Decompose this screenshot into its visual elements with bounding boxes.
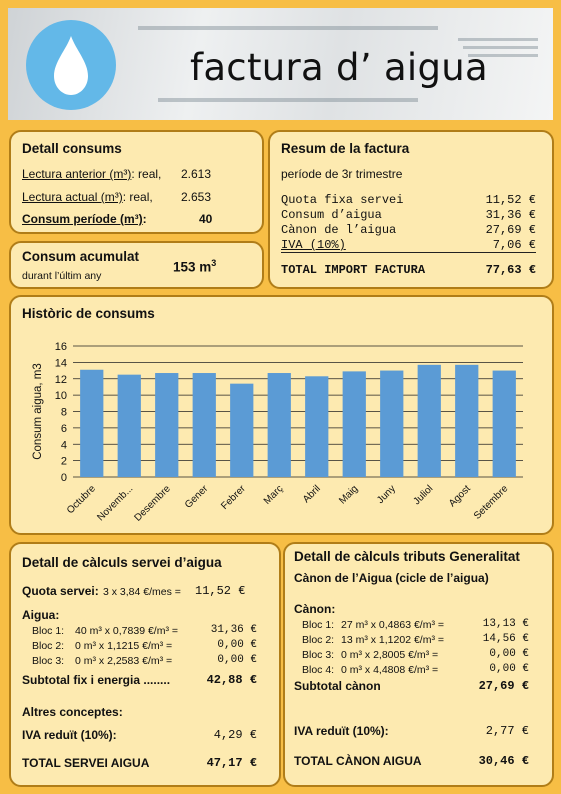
lectura-actual-suffix: : real, xyxy=(122,190,153,204)
x-tick-label: Octubre xyxy=(64,483,98,517)
aigua-label: Aigua: xyxy=(22,608,60,622)
historic-title: Històric de consums xyxy=(22,306,155,321)
servei-bloc-calc: 0 m³ x 1,1215 €/m³ = xyxy=(75,640,173,652)
tributs-panel xyxy=(283,542,554,787)
tributs-bloc-calc: 0 m³ x 2,8005 €/m³ = xyxy=(341,649,439,661)
resum-factura-panel xyxy=(268,130,554,289)
x-tick-label: Desembre xyxy=(132,483,173,524)
quota-servei-calc: 3 x 3,84 €/mes = xyxy=(103,586,181,598)
servei-bloc-value: 31,36 € xyxy=(210,624,257,636)
consum-periode-label: Consum període (m³) xyxy=(22,212,143,226)
lectura-anterior-label: Lectura anterior (m³) xyxy=(22,167,132,181)
servei-title: Detall de càlculs servei d’aigua xyxy=(22,555,222,570)
tributs-subtitle: Cànon de l’Aigua (cicle de l’aigua) xyxy=(294,571,489,585)
x-tick-label: Juny xyxy=(375,483,398,507)
tributs-bloc-calc: 0 m³ x 4,4808 €/m³ = xyxy=(341,664,439,676)
y-tick-label: 14 xyxy=(54,357,67,370)
servei-bloc-value: 0,00 € xyxy=(217,654,257,666)
total-canon-value: 30,46 € xyxy=(478,754,529,768)
tributs-title: Detall de càlculs tributs Generalitat xyxy=(294,549,520,564)
tributs-bloc-value: 0,00 € xyxy=(489,663,529,675)
detall-consums-panel xyxy=(9,130,264,234)
subtotal-fix-label: Subtotal fix i energia ........ xyxy=(22,673,171,687)
canon-label: Cànon: xyxy=(294,602,336,616)
x-tick-label: Maig xyxy=(337,483,361,507)
y-axis-label: Consum aigua, m3 xyxy=(32,363,44,460)
consum-acumulat-subtitle: durant l’últim any xyxy=(22,270,102,282)
iva-canon-label: IVA reduït (10%): xyxy=(294,724,389,738)
bar xyxy=(268,373,291,477)
tributs-bloc-name: Bloc 3: xyxy=(302,649,335,661)
bar xyxy=(380,371,403,477)
tributs-bloc-calc: 27 m³ x 0,4863 €/m³ = xyxy=(341,619,445,631)
consum-acumulat-value xyxy=(173,258,216,275)
y-tick-label: 16 xyxy=(54,341,67,353)
altres-conceptes-label: Altres conceptes: xyxy=(22,705,123,719)
detall-consums-title: Detall consums xyxy=(22,141,122,156)
bar xyxy=(305,376,328,477)
y-tick-label: 10 xyxy=(54,390,67,403)
x-tick-label: Gener xyxy=(182,483,211,511)
resum-row-label: Consum d’aigua xyxy=(281,208,382,222)
resum-divider xyxy=(281,252,536,253)
lectura-actual-row xyxy=(22,190,153,204)
consum-bar-chart xyxy=(11,297,551,532)
bar xyxy=(455,365,478,477)
total-servei-value: 47,17 € xyxy=(206,756,257,770)
historic-panel xyxy=(9,295,554,535)
subtotal-fix-value: 42,88 € xyxy=(206,673,257,687)
total-servei-label: TOTAL SERVEI AIGUA xyxy=(22,756,150,770)
resum-row-label: Cànon de l’aigua xyxy=(281,223,397,237)
iva-servei-label: IVA reduït (10%): xyxy=(22,728,117,742)
lectura-actual-value: 2.653 xyxy=(181,190,212,204)
page-title: factura d’ aigua xyxy=(190,46,489,89)
bar xyxy=(493,371,516,477)
bar xyxy=(193,373,216,477)
lectura-anterior-row xyxy=(22,167,161,181)
total-canon-label: TOTAL CÀNON AIGUA xyxy=(294,754,422,768)
y-tick-label: 6 xyxy=(60,422,67,435)
subtotal-canon-value: 27,69 € xyxy=(478,679,529,693)
x-tick-label: Juliol xyxy=(411,483,436,508)
servei-bloc-name: Bloc 1: xyxy=(32,625,65,637)
bar xyxy=(230,384,253,477)
servei-bloc-calc: 0 m³ x 2,2583 €/m³ = xyxy=(75,655,173,667)
resum-title: Resum de la factura xyxy=(281,141,410,156)
resum-row-label: IVA (10%) xyxy=(281,238,346,252)
tributs-bloc-name: Bloc 2: xyxy=(302,634,335,646)
y-tick-label: 8 xyxy=(60,406,67,419)
servei-bloc-name: Bloc 3: xyxy=(32,655,65,667)
servei-bloc-calc: 40 m³ x 0,7839 €/m³ = xyxy=(75,625,179,637)
y-tick-label: 2 xyxy=(60,455,67,468)
y-tick-label: 12 xyxy=(54,373,67,386)
iva-canon-value: 2,77 € xyxy=(485,724,529,738)
resum-row-value: 7,06 € xyxy=(492,238,536,252)
bar xyxy=(118,375,141,477)
consum-acumulat-number: 153 m xyxy=(173,259,212,275)
bar xyxy=(418,365,441,477)
consum-periode-value: 40 xyxy=(199,212,213,226)
resum-total-label: TOTAL IMPORT FACTURA xyxy=(281,263,426,277)
tributs-bloc-value: 14,56 € xyxy=(482,633,529,645)
tributs-bloc-value: 13,13 € xyxy=(482,618,529,630)
bar xyxy=(155,373,178,477)
lectura-anterior-suffix: : real, xyxy=(131,167,162,181)
consum-acumulat-panel xyxy=(9,241,264,289)
lectura-anterior-value: 2.613 xyxy=(181,167,212,181)
x-tick-label: Febrer xyxy=(219,483,248,512)
header-banner xyxy=(8,8,553,120)
x-tick-label: Març xyxy=(261,483,286,507)
quota-servei-label: Quota servei: xyxy=(22,584,99,598)
consum-periode-row xyxy=(22,212,147,226)
y-tick-label: 0 xyxy=(60,472,67,484)
tributs-bloc-name: Bloc 4: xyxy=(302,664,335,676)
resum-row-value: 27,69 € xyxy=(485,223,536,237)
subtotal-canon-label: Subtotal cànon xyxy=(294,679,381,693)
servei-bloc-name: Bloc 2: xyxy=(32,640,65,652)
resum-row-value: 11,52 € xyxy=(485,193,536,207)
resum-periode: període de 3r trimestre xyxy=(281,167,403,181)
consum-acumulat-title: Consum acumulat xyxy=(22,249,140,264)
water-drop-icon xyxy=(26,20,116,110)
tributs-bloc-value: 0,00 € xyxy=(489,648,529,660)
x-tick-label: Agost xyxy=(447,483,473,510)
tributs-bloc-calc: 13 m³ x 1,1202 €/m³ = xyxy=(341,634,445,646)
lectura-actual-label: Lectura actual (m³) xyxy=(22,190,123,204)
resum-total-value: 77,63 € xyxy=(485,263,536,277)
y-tick-label: 4 xyxy=(60,439,67,452)
x-tick-label: Novemb... xyxy=(95,483,136,524)
servei-bloc-value: 0,00 € xyxy=(217,639,257,651)
servei-panel xyxy=(9,542,281,787)
x-tick-label: Abril xyxy=(300,483,323,506)
quota-servei-value: 11,52 € xyxy=(195,584,246,598)
resum-row-value: 31,36 € xyxy=(485,208,536,222)
iva-servei-value: 4,29 € xyxy=(213,728,257,742)
consum-periode-suffix: : xyxy=(142,212,147,226)
x-tick-label: Setembre xyxy=(471,483,511,522)
bar xyxy=(80,370,103,477)
tributs-bloc-name: Bloc 1: xyxy=(302,619,335,631)
bar xyxy=(343,371,366,477)
resum-row-label: Quota fixa servei xyxy=(281,193,404,207)
consum-acumulat-unit: 3 xyxy=(211,258,217,268)
